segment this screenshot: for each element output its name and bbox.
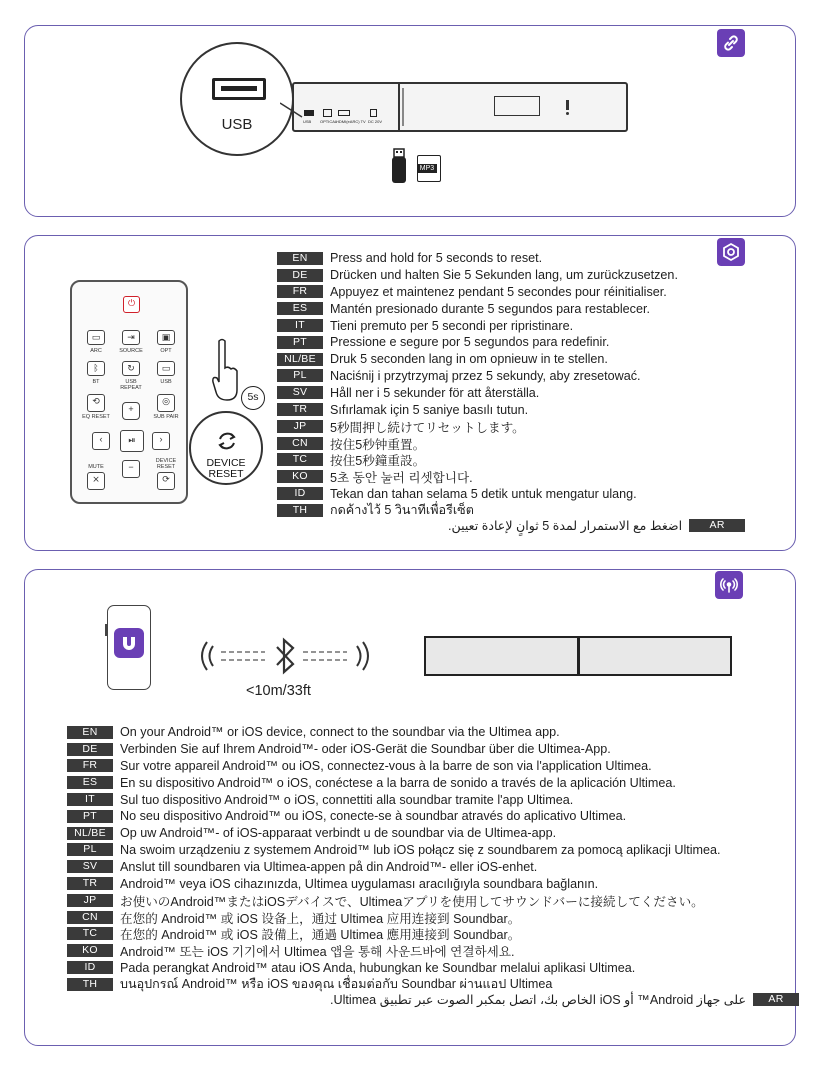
- instruction-row: [67, 875, 721, 892]
- instruction-row: [277, 384, 678, 401]
- reset-instruction-ar: [448, 518, 745, 532]
- usb-port-icon: [212, 78, 266, 100]
- opt-label: OPT: [160, 348, 172, 354]
- arc-label: ARC: [90, 348, 102, 354]
- instruction-text: On your Android™ or iOS device, connect to the soundbar via the Ultimea app.: [120, 725, 560, 740]
- app-instructions: [67, 724, 721, 993]
- language-code: TR: [277, 403, 323, 416]
- language-code: AR: [753, 993, 799, 1006]
- app-instruction-ar: [330, 992, 799, 1006]
- instruction-row: [67, 976, 721, 993]
- mp3-file-icon: [417, 155, 441, 182]
- language-code: TH: [67, 978, 113, 991]
- language-code: NL/BE: [277, 353, 323, 366]
- play-pause-button[interactable]: ⏯: [120, 430, 144, 452]
- instruction-text: Sur votre appareil Android™ ou iOS, connectez-vous à la barre de son via l'application Ultimea.: [120, 758, 652, 773]
- language-code: PL: [277, 369, 323, 382]
- instruction-row: [67, 858, 721, 875]
- language-code: SV: [67, 860, 113, 873]
- source-button[interactable]: ⇥: [122, 330, 140, 345]
- usb-zoom-label: USB: [221, 116, 253, 133]
- instruction-text: Mantén presionado durante 5 segundos para restablecer.: [330, 301, 650, 316]
- instruction-row: [67, 942, 721, 959]
- eq-reset-button[interactable]: ⟲: [87, 394, 105, 412]
- instruction-text: Android™ veya iOS cihazınızda, Ultimea uygulaması aracılığıyla soundbara bağlanın.: [120, 876, 599, 891]
- instruction-text: Naciśnij i przytrzymaj przez 5 sekundy, aby zresetować.: [330, 368, 641, 383]
- language-code: PT: [67, 810, 113, 823]
- soundbar-front: [424, 636, 732, 676]
- sub-pair-label: SUB PAIR: [153, 414, 179, 420]
- instruction-text: Druk 5 seconden lang in om opnieuw in te stellen.: [330, 352, 608, 367]
- zoom-connector-line: [280, 95, 310, 125]
- instruction-text: บนอุปกรณ์ Android™ หรือ iOS ของคุณ เชื่อมต่อกับ Soundbar ผ่านแอป Ultimea: [120, 977, 553, 992]
- instruction-text: Op uw Android™- of iOS-apparaat verbindt u de soundbar via de Ultimea-app.: [120, 826, 557, 841]
- instruction-row: [277, 300, 678, 317]
- device-reset-button[interactable]: ⟳: [157, 472, 175, 490]
- language-code: TR: [67, 877, 113, 890]
- language-code: AR: [689, 519, 745, 532]
- instruction-text: Sıfırlamak için 5 saniye basılı tutun.: [330, 402, 529, 417]
- usb-button[interactable]: ▭: [157, 361, 175, 376]
- language-code: JP: [277, 420, 323, 433]
- bt-label: BT: [92, 379, 100, 385]
- instruction-row: [277, 435, 678, 452]
- instruction-row: [277, 368, 678, 385]
- ultimea-app-icon[interactable]: [114, 628, 144, 658]
- reset-arrows-icon: [215, 429, 239, 453]
- settings-icon: [717, 238, 745, 266]
- language-code: CN: [277, 437, 323, 450]
- optical-port: [323, 109, 332, 117]
- language-code: JP: [67, 894, 113, 907]
- language-code: ID: [67, 961, 113, 974]
- hold-timer-icon: [241, 386, 265, 410]
- power-port: [370, 109, 377, 117]
- instruction-text: 在您的 Android™ 或 iOS 设备上，通过 Ultimea 应用连接到 Soundbar。: [120, 911, 521, 926]
- instruction-text: اضغط مع الاستمرار لمدة 5 ثوانٍ لإعادة تعيين.: [448, 518, 683, 533]
- instruction-row: [277, 250, 678, 267]
- instruction-text: Drücken und halten Sie 5 Sekunden lang, um zurückzusetzen.: [330, 268, 678, 283]
- instruction-row: [277, 351, 678, 368]
- port-label-dc: DC 20V: [368, 119, 383, 124]
- instruction-text: กดค้างไว้ 5 วินาทีเพื่อรีเซ็ต: [330, 503, 474, 518]
- instruction-text: على جهاز Android™ أو iOS الخاص بك، اتصل بمكبر الصوت عبر تطبيق Ultimea.: [330, 992, 746, 1007]
- link-icon: [717, 29, 745, 57]
- instruction-text: 5초 동안 눌러 리셋합니다.: [330, 471, 473, 486]
- pointing-finger-icon: [210, 338, 240, 402]
- language-code: DE: [277, 269, 323, 282]
- instruction-row: [67, 791, 721, 808]
- language-code: PL: [67, 843, 113, 856]
- usb-stick-icon: [391, 148, 407, 184]
- usb-label: USB: [160, 379, 172, 385]
- instruction-text: Pressione e segure por 5 segundos para redefinir.: [330, 335, 610, 350]
- usb-repeat-label: USB REPEAT: [120, 379, 142, 391]
- instruction-row: [67, 774, 721, 791]
- language-code: ID: [277, 487, 323, 500]
- instruction-row: [67, 741, 721, 758]
- instruction-row: [277, 452, 678, 469]
- bluetooth-signal-icon: [195, 636, 375, 676]
- sub-pair-button[interactable]: ◎: [157, 394, 175, 412]
- next-button[interactable]: ›: [152, 432, 170, 450]
- instruction-row: [277, 401, 678, 418]
- instruction-text: En su dispositivo Android™ o iOS, conéctese a la barra de sonido a través de la aplicación Ultimea.: [120, 775, 676, 790]
- reset-instructions: [277, 250, 678, 519]
- instruction-text: Tieni premuto per 5 secondi per ripristinare.: [330, 318, 574, 333]
- instruction-row: [67, 926, 721, 943]
- instruction-text: 在您的 Android™ 或 iOS 設備上，通過 Ultimea 應用連接到 Soundbar。: [120, 928, 521, 943]
- instruction-text: Anslut till soundbaren via Ultimea-appen på din Android™- eller iOS-enhet.: [120, 859, 538, 874]
- instruction-row: [277, 418, 678, 435]
- instruction-text: お使いのAndroid™またはiOSデバイスで、Ultimeaアプリを使用してサウンドバーに接続してください。: [120, 894, 704, 909]
- instruction-text: 按住5秒鐘重設。: [330, 454, 426, 469]
- language-code: TC: [277, 453, 323, 466]
- port-label-hdmi: HDMI(eARC) TV: [336, 119, 366, 124]
- device-reset-label: DEVICE RESET: [155, 458, 177, 470]
- display-window: [494, 96, 540, 116]
- language-code: TC: [67, 927, 113, 940]
- instruction-row: [67, 808, 721, 825]
- opt-button[interactable]: ▣: [157, 330, 175, 345]
- instruction-text: 5秒間押し続けてリセットします。: [330, 420, 525, 435]
- instruction-row: [277, 317, 678, 334]
- language-code: IT: [277, 319, 323, 332]
- instruction-text: Press and hold for 5 seconds to reset.: [330, 251, 543, 266]
- language-code: FR: [277, 285, 323, 298]
- remote-control: [70, 280, 188, 504]
- language-code: PT: [277, 336, 323, 349]
- language-code: FR: [67, 759, 113, 772]
- wireless-signal-icon: [715, 571, 743, 599]
- instruction-row: [277, 334, 678, 351]
- source-label: SOURCE: [119, 348, 143, 354]
- language-code: IT: [67, 793, 113, 806]
- soundbar-rear: [292, 82, 628, 132]
- instruction-text: Pada perangkat Android™ atau iOS Anda, hubungkan ke Soundbar melalui aplikasi Ultimea.: [120, 960, 636, 975]
- port-label-usb: USB: [303, 119, 312, 124]
- instruction-row: [277, 267, 678, 284]
- language-code: DE: [67, 743, 113, 756]
- hdmi-port: [338, 110, 350, 116]
- language-code: EN: [67, 726, 113, 739]
- reset-label-line2: RESET: [208, 468, 244, 480]
- instruction-text: Tekan dan tahan selama 5 detik untuk mengatur ulang.: [330, 486, 637, 501]
- language-code: NL/BE: [67, 827, 113, 840]
- instruction-row: [67, 724, 721, 741]
- instruction-text: Android™ 또는 iOS 기기에서 Ultimea 앱을 통해 사운드바에 연결하세요.: [120, 945, 515, 960]
- usb-repeat-button[interactable]: ↻: [122, 361, 140, 376]
- instruction-text: No seu dispositivo Android™ ou iOS, conecte-se à soundbar através do aplicativo Ultimea.: [120, 809, 627, 824]
- bluetooth-button[interactable]: ᛒ: [87, 361, 105, 376]
- instruction-row: [277, 502, 678, 519]
- language-code: SV: [277, 386, 323, 399]
- instruction-text: Appuyez et maintenez pendant 5 secondes pour réinitialiser.: [330, 284, 667, 299]
- language-code: CN: [67, 911, 113, 924]
- eq-reset-label: EQ RESET: [82, 414, 110, 420]
- instruction-row: [67, 892, 721, 909]
- language-code: ES: [67, 776, 113, 789]
- range-distance: <10m/33ft: [246, 683, 311, 699]
- mp3-badge: MP3: [417, 164, 437, 173]
- instruction-row: [67, 758, 721, 775]
- instruction-row: [67, 909, 721, 926]
- port-label-optical: OPTICAL: [320, 119, 338, 124]
- hold-timer-label: 5s: [247, 391, 259, 403]
- instruction-row: [277, 468, 678, 485]
- previous-button[interactable]: ‹: [92, 432, 110, 450]
- instruction-text: Na swoim urządzeniu z systemem Android™ lub iOS połącz się z soundbarem za pomocą aplikacji Ultimea.: [120, 842, 721, 857]
- instruction-row: [277, 284, 678, 301]
- device-reset-zoom: [189, 411, 263, 485]
- indicator-light: [566, 100, 569, 110]
- mute-button[interactable]: ⨯: [87, 472, 105, 490]
- instruction-text: Verbinden Sie auf Ihrem Android™- oder iOS-Gerät die Soundbar über die Ultimea-App.: [120, 742, 611, 757]
- instruction-row: [67, 825, 721, 842]
- usb-port-zoom: [180, 42, 294, 156]
- mute-label: MUTE: [88, 464, 104, 470]
- volume-down-button[interactable]: −: [122, 460, 140, 478]
- power-button[interactable]: ⏻: [123, 296, 140, 313]
- reset-label-line1: DEVICE: [206, 457, 246, 469]
- instruction-row: [67, 842, 721, 859]
- instruction-text: Sul tuo dispositivo Android™ o iOS, connettiti alla soundbar tramite l'app Ultimea.: [120, 792, 574, 807]
- smartphone: [107, 605, 151, 690]
- language-code: TH: [277, 504, 323, 517]
- instruction-text: Håll ner i 5 sekunder för att återställa.: [330, 385, 540, 400]
- language-code: KO: [67, 944, 113, 957]
- arc-button[interactable]: ▭: [87, 330, 105, 345]
- language-code: KO: [277, 470, 323, 483]
- language-code: EN: [277, 252, 323, 265]
- volume-up-button[interactable]: +: [122, 402, 140, 420]
- language-code: ES: [277, 302, 323, 315]
- instruction-text: 按住5秒钟重置。: [330, 437, 426, 452]
